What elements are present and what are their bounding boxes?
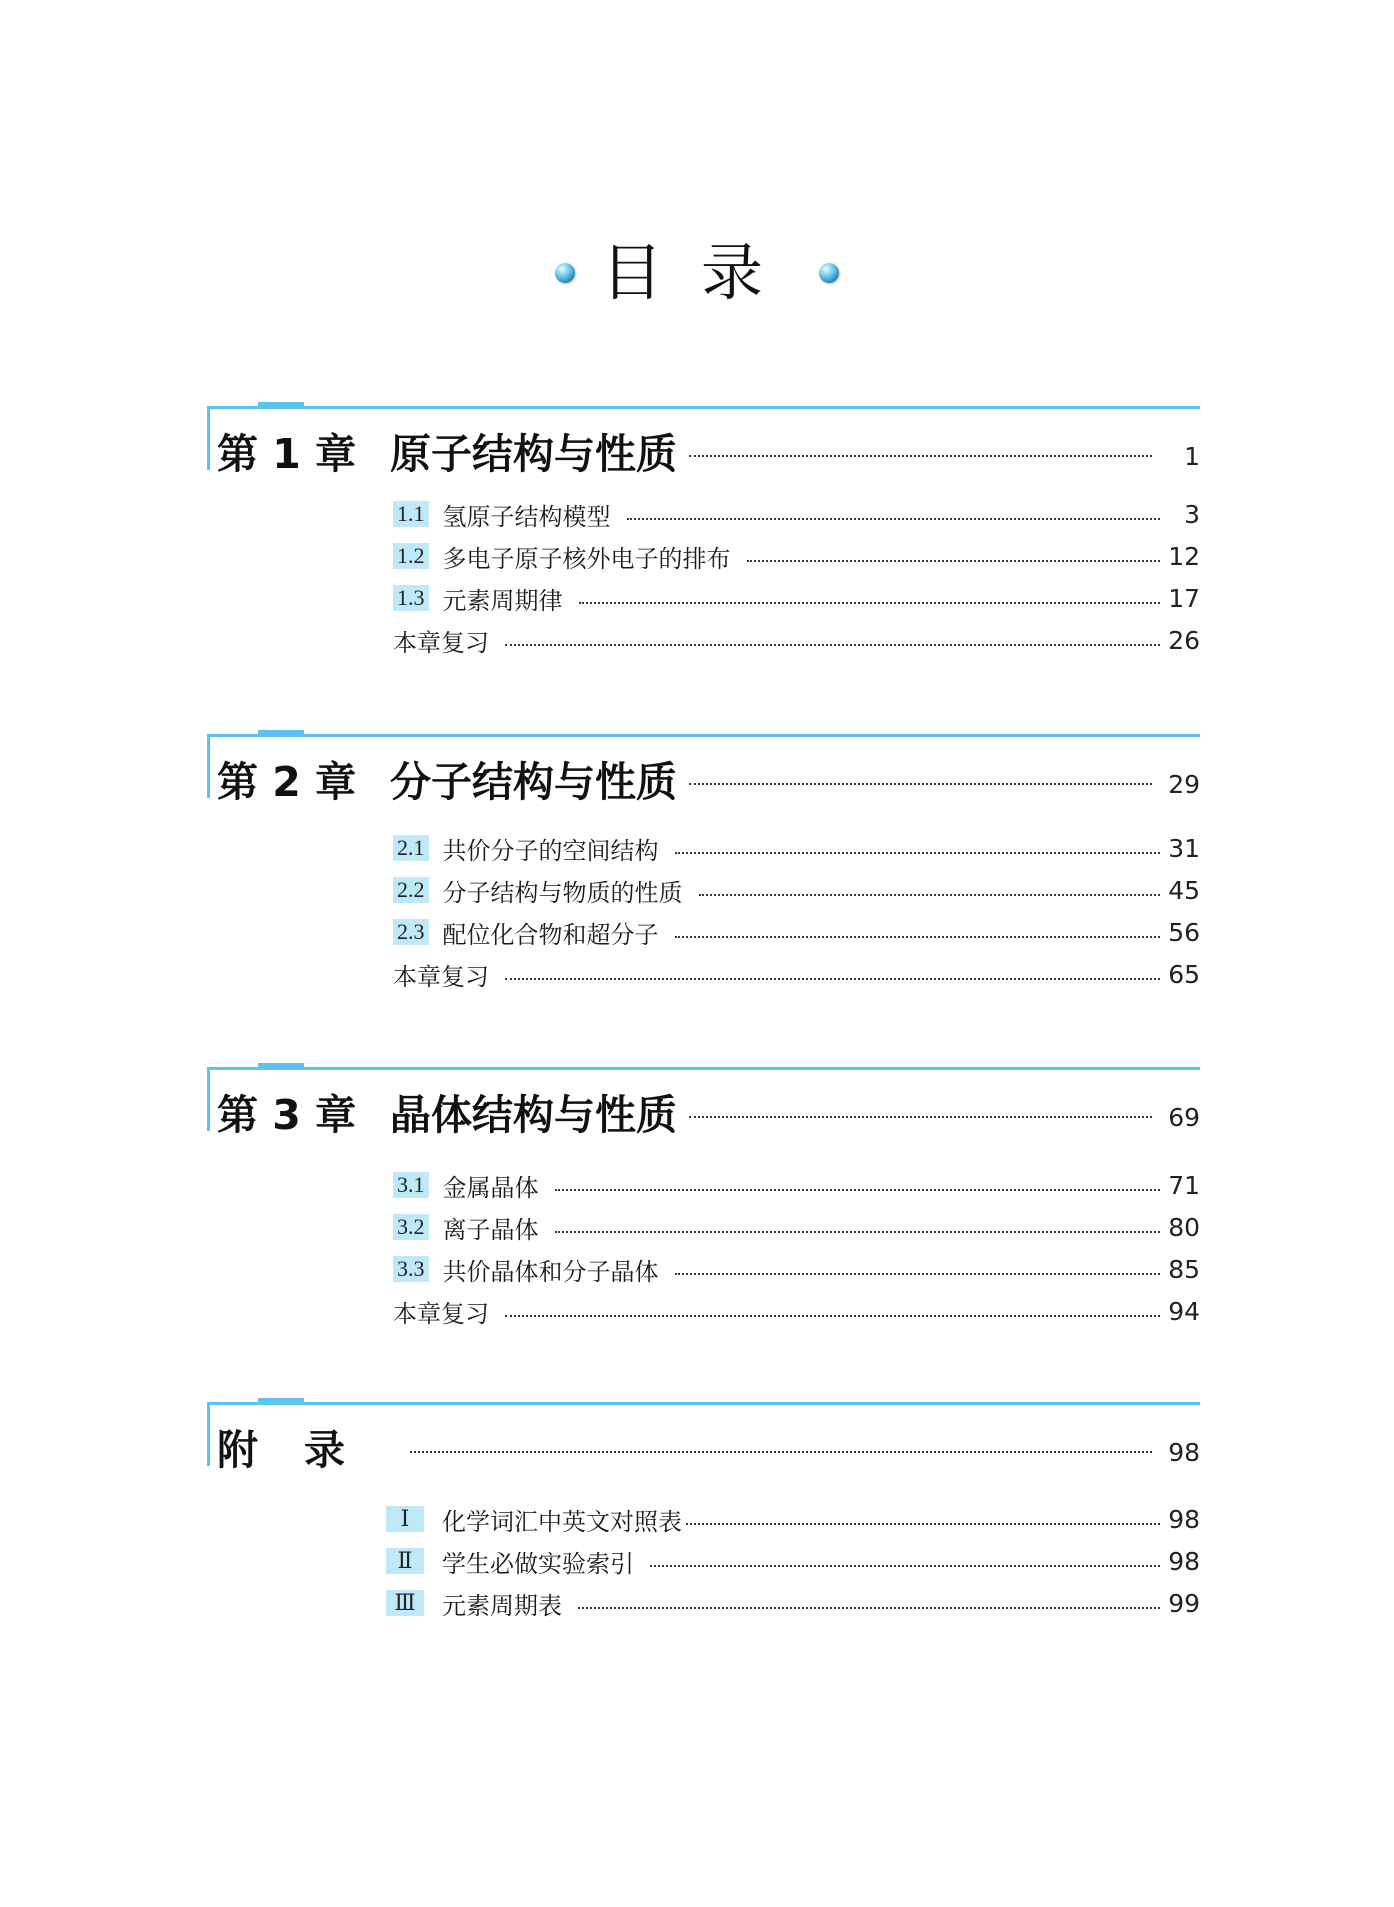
appendix-label: 附录 <box>217 1425 391 1474</box>
section-page: 12 <box>1168 541 1200 571</box>
chapter-number: 第 2 章 <box>217 757 357 806</box>
appendix-list <box>386 1498 1200 1624</box>
chapter-name: 分子结构与性质 <box>390 757 677 806</box>
section-page: 3 <box>1184 499 1200 529</box>
chapter-rule <box>207 734 1200 737</box>
chapter-number: 第 3 章 <box>217 1090 357 1139</box>
chapter-number: 第 1 章 <box>217 429 357 478</box>
section-title: 本章复习 <box>393 628 489 657</box>
section-number-badge: 2.3 <box>393 919 429 945</box>
appendix-number-badge: Ⅲ <box>386 1590 424 1616</box>
section-page: 80 <box>1168 1212 1200 1242</box>
dot-leader <box>505 644 1160 646</box>
toc-title: 目录 <box>600 236 801 309</box>
dot-leader <box>675 852 1161 854</box>
chapter-name: 晶体结构与性质 <box>390 1090 677 1139</box>
right-bullet-icon <box>819 263 839 283</box>
section-title: 分子结构与物质的性质 <box>442 878 683 907</box>
toc-entry[interactable] <box>393 869 1200 911</box>
page-title <box>0 238 1394 308</box>
dot-leader <box>650 1565 1160 1567</box>
chapter-page: 29 <box>1168 769 1200 799</box>
section-title: 金属晶体 <box>442 1173 539 1202</box>
left-bullet-icon <box>555 263 575 283</box>
chapter-rule <box>207 1402 1200 1405</box>
section-number-badge: 1.2 <box>393 543 429 569</box>
appendix-entry-page: 98 <box>1168 1504 1200 1534</box>
toc-entry[interactable] <box>386 1582 1200 1624</box>
appendix-heading[interactable] <box>217 1420 1200 1472</box>
section-list <box>393 1164 1200 1332</box>
section-title: 本章复习 <box>393 962 489 991</box>
dot-leader <box>675 936 1161 938</box>
section-number-badge: 3.3 <box>393 1256 429 1282</box>
dot-leader <box>555 1231 1161 1233</box>
dot-leader <box>410 1451 1152 1453</box>
toc-entry[interactable] <box>393 1248 1200 1290</box>
dot-leader <box>689 1116 1152 1118</box>
section-page: 71 <box>1168 1170 1200 1200</box>
chapter-rule <box>207 1067 1200 1070</box>
dot-leader <box>675 1273 1161 1275</box>
section-number-badge: 1.3 <box>393 585 429 611</box>
appendix-title: 化学词汇中英文对照表 <box>442 1507 682 1536</box>
section-page: 31 <box>1168 833 1200 863</box>
dot-leader <box>686 1523 1160 1525</box>
dot-leader <box>579 602 1161 604</box>
section-title: 本章复习 <box>393 1299 489 1328</box>
appendix-entry-page: 99 <box>1168 1588 1200 1618</box>
dot-leader <box>555 1189 1161 1191</box>
toc-entry[interactable] <box>386 1540 1200 1582</box>
chapter-side-rule <box>207 406 210 470</box>
appendix-title: 元素周期表 <box>442 1591 562 1620</box>
toc-entry[interactable] <box>386 1498 1200 1540</box>
section-title: 多电子原子核外电子的排布 <box>442 544 731 573</box>
toc-entry[interactable] <box>393 911 1200 953</box>
chapter-name: 原子结构与性质 <box>390 429 677 478</box>
section-list <box>393 827 1200 995</box>
dot-leader <box>627 518 1161 520</box>
chapter-tab <box>258 1398 304 1405</box>
section-title: 离子晶体 <box>442 1215 539 1244</box>
chapter-heading[interactable] <box>217 1085 1200 1137</box>
chapter-page: 1 <box>1184 441 1200 471</box>
toc-entry[interactable] <box>393 619 1200 661</box>
appendix-number-badge: Ⅱ <box>386 1548 424 1574</box>
chapter-heading[interactable] <box>217 752 1200 804</box>
toc-entry[interactable] <box>393 535 1200 577</box>
dot-leader <box>689 455 1152 457</box>
section-number-badge: 2.2 <box>393 877 429 903</box>
appendix-entry-page: 98 <box>1168 1546 1200 1576</box>
chapter-side-rule <box>207 1402 210 1466</box>
dot-leader <box>505 1315 1160 1317</box>
dot-leader <box>578 1607 1160 1609</box>
chapter-rule <box>207 406 1200 409</box>
section-page: 26 <box>1168 625 1200 655</box>
chapter-tab <box>258 402 304 409</box>
section-title: 元素周期律 <box>442 586 563 615</box>
section-page: 56 <box>1168 917 1200 947</box>
dot-leader <box>699 894 1161 896</box>
chapter-page: 69 <box>1168 1102 1200 1132</box>
chapter-heading[interactable] <box>217 424 1200 476</box>
toc-entry[interactable] <box>393 953 1200 995</box>
dot-leader <box>747 560 1161 562</box>
toc-entry[interactable] <box>393 1164 1200 1206</box>
appendix-number-badge: Ⅰ <box>386 1506 424 1532</box>
chapter-side-rule <box>207 734 210 798</box>
section-page: 45 <box>1168 875 1200 905</box>
toc-entry[interactable] <box>393 577 1200 619</box>
section-page: 94 <box>1168 1296 1200 1326</box>
section-page: 85 <box>1168 1254 1200 1284</box>
chapter-side-rule <box>207 1067 210 1131</box>
section-page: 65 <box>1168 959 1200 989</box>
dot-leader <box>689 783 1152 785</box>
section-title: 共价分子的空间结构 <box>442 836 659 865</box>
appendix-page: 98 <box>1168 1437 1200 1467</box>
dot-leader <box>505 978 1160 980</box>
section-number-badge: 1.1 <box>393 501 429 527</box>
section-list <box>393 493 1200 661</box>
section-title: 共价晶体和分子晶体 <box>442 1257 659 1286</box>
toc-entry[interactable] <box>393 493 1200 535</box>
chapter-tab <box>258 730 304 737</box>
section-title: 配位化合物和超分子 <box>442 920 659 949</box>
section-page: 17 <box>1168 583 1200 613</box>
section-number-badge: 2.1 <box>393 835 429 861</box>
toc-entry[interactable] <box>393 827 1200 869</box>
toc-entry[interactable] <box>393 1290 1200 1332</box>
chapter-tab <box>258 1063 304 1070</box>
appendix-title: 学生必做实验索引 <box>442 1549 634 1578</box>
section-number-badge: 3.1 <box>393 1172 429 1198</box>
toc-entry[interactable] <box>393 1206 1200 1248</box>
section-number-badge: 3.2 <box>393 1214 429 1240</box>
section-title: 氢原子结构模型 <box>442 502 611 531</box>
